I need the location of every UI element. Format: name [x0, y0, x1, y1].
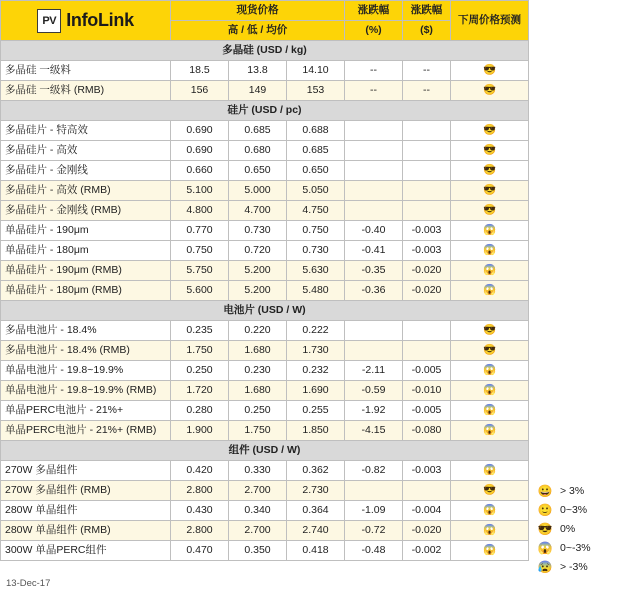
- legend-label: > 3%: [560, 484, 585, 497]
- section-title: 多晶硅 (USD / kg): [1, 41, 529, 61]
- cell-avg: 5.480: [287, 281, 345, 301]
- legend-item: [534, 519, 618, 538]
- forecast-emoji-icon: 😱: [451, 421, 529, 441]
- cell-low: 0.340: [229, 501, 287, 521]
- cell-avg: 2.740: [287, 521, 345, 541]
- cell-change-pct: --: [345, 81, 403, 101]
- cell-change-abs: -0.005: [403, 361, 451, 381]
- row-label: 270W 多晶组件 (RMB): [1, 481, 171, 501]
- table-row: [1, 401, 529, 421]
- cell-change-pct: -0.48: [345, 541, 403, 561]
- row-label: 多晶硅 一级料 (RMB): [1, 81, 171, 101]
- header-change-pct-sub: (%): [345, 21, 403, 41]
- header-forecast: 下周价格预测: [451, 1, 529, 41]
- section-header-row: [1, 301, 529, 321]
- cell-change-abs: [403, 181, 451, 201]
- row-label: 单晶电池片 - 19.8~19.9% (RMB): [1, 381, 171, 401]
- forecast-emoji-icon: 😱: [451, 401, 529, 421]
- cell-avg: 0.232: [287, 361, 345, 381]
- table-row: [1, 221, 529, 241]
- legend: [534, 481, 618, 576]
- cell-change-pct: [345, 341, 403, 361]
- row-label: 280W 单晶组件: [1, 501, 171, 521]
- section-title: 硅片 (USD / pc): [1, 101, 529, 121]
- header-change-pct: 涨跌幅: [345, 1, 403, 21]
- cell-change-abs: -0.010: [403, 381, 451, 401]
- forecast-emoji-icon: 😱: [451, 541, 529, 561]
- cell-avg: 14.10: [287, 61, 345, 81]
- forecast-emoji-icon: 😱: [451, 461, 529, 481]
- row-label: 单晶硅片 - 190μm: [1, 221, 171, 241]
- section-title: 电池片 (USD / W): [1, 301, 529, 321]
- cell-high: 18.5: [171, 61, 229, 81]
- forecast-emoji-icon: 😎: [451, 181, 529, 201]
- cell-change-pct: --: [345, 61, 403, 81]
- table-row: [1, 381, 529, 401]
- cell-change-abs: [403, 161, 451, 181]
- table-row: [1, 321, 529, 341]
- row-label: 单晶硅片 - 180μm (RMB): [1, 281, 171, 301]
- row-label: 多晶硅片 - 高效 (RMB): [1, 181, 171, 201]
- cell-low: 5.000: [229, 181, 287, 201]
- cell-change-pct: [345, 121, 403, 141]
- cell-change-abs: [403, 121, 451, 141]
- cell-low: 2.700: [229, 521, 287, 541]
- cell-avg: 2.730: [287, 481, 345, 501]
- legend-item: [534, 557, 618, 576]
- table-row: [1, 341, 529, 361]
- cell-change-pct: [345, 141, 403, 161]
- row-label: 单晶PERC电池片 - 21%+ (RMB): [1, 421, 171, 441]
- row-label: 多晶硅片 - 金刚线 (RMB): [1, 201, 171, 221]
- cell-change-abs: -0.003: [403, 461, 451, 481]
- table-row: [1, 361, 529, 381]
- cell-high: 0.280: [171, 401, 229, 421]
- cell-low: 0.230: [229, 361, 287, 381]
- legend-emoji-icon: 😰: [537, 559, 553, 574]
- cell-change-abs: -0.004: [403, 501, 451, 521]
- cell-avg: 0.362: [287, 461, 345, 481]
- table-row: [1, 501, 529, 521]
- brand-name: InfoLink: [66, 9, 134, 30]
- row-label: 270W 多晶组件: [1, 461, 171, 481]
- table-row: [1, 81, 529, 101]
- cell-low: 4.700: [229, 201, 287, 221]
- cell-avg: 0.688: [287, 121, 345, 141]
- cell-high: 2.800: [171, 521, 229, 541]
- cell-low: 13.8: [229, 61, 287, 81]
- cell-change-pct: -1.92: [345, 401, 403, 421]
- table-row: [1, 161, 529, 181]
- cell-avg: 5.050: [287, 181, 345, 201]
- cell-change-pct: -0.40: [345, 221, 403, 241]
- cell-high: 1.750: [171, 341, 229, 361]
- table-row: [1, 201, 529, 221]
- row-label: 多晶电池片 - 18.4%: [1, 321, 171, 341]
- cell-low: 0.330: [229, 461, 287, 481]
- cell-change-abs: -0.003: [403, 241, 451, 261]
- legend-emoji-icon: 😀: [537, 483, 553, 498]
- cell-high: 0.690: [171, 121, 229, 141]
- table-row: [1, 141, 529, 161]
- legend-item: [534, 538, 618, 557]
- forecast-emoji-icon: 😎: [451, 121, 529, 141]
- cell-change-abs: --: [403, 61, 451, 81]
- cell-change-pct: [345, 321, 403, 341]
- table-row: [1, 61, 529, 81]
- forecast-emoji-icon: 😱: [451, 241, 529, 261]
- cell-avg: 0.418: [287, 541, 345, 561]
- table-body: [1, 41, 529, 561]
- section-header-row: [1, 441, 529, 461]
- forecast-emoji-icon: 😎: [451, 481, 529, 501]
- forecast-emoji-icon: 😎: [451, 61, 529, 81]
- row-label: 多晶硅片 - 金刚线: [1, 161, 171, 181]
- legend-label: 0~-3%: [560, 541, 591, 554]
- forecast-emoji-icon: 😎: [451, 141, 529, 161]
- forecast-emoji-icon: 😱: [451, 521, 529, 541]
- cell-high: 0.235: [171, 321, 229, 341]
- table-row: [1, 421, 529, 441]
- cell-change-abs: -0.002: [403, 541, 451, 561]
- legend-emoji-icon: 😱: [537, 540, 553, 555]
- forecast-emoji-icon: 😱: [451, 381, 529, 401]
- cell-change-pct: -0.36: [345, 281, 403, 301]
- forecast-emoji-icon: 😎: [451, 321, 529, 341]
- cell-change-abs: [403, 321, 451, 341]
- row-label: 单晶硅片 - 190μm (RMB): [1, 261, 171, 281]
- cell-high: 0.690: [171, 141, 229, 161]
- cell-avg: 153: [287, 81, 345, 101]
- row-label: 多晶硅 一级料: [1, 61, 171, 81]
- cell-low: 1.680: [229, 341, 287, 361]
- cell-change-pct: [345, 201, 403, 221]
- forecast-emoji-icon: 😱: [451, 501, 529, 521]
- cell-change-pct: -0.35: [345, 261, 403, 281]
- cell-high: 1.900: [171, 421, 229, 441]
- cell-avg: 1.730: [287, 341, 345, 361]
- row-label: 多晶硅片 - 特高效: [1, 121, 171, 141]
- cell-low: 0.250: [229, 401, 287, 421]
- cell-high: 0.660: [171, 161, 229, 181]
- table-row: [1, 541, 529, 561]
- row-label: 280W 单晶组件 (RMB): [1, 521, 171, 541]
- cell-high: 5.100: [171, 181, 229, 201]
- cell-change-pct: [345, 481, 403, 501]
- section-header-row: [1, 101, 529, 121]
- cell-high: 0.250: [171, 361, 229, 381]
- cell-avg: 4.750: [287, 201, 345, 221]
- cell-low: 0.730: [229, 221, 287, 241]
- cell-change-abs: [403, 341, 451, 361]
- cell-low: 5.200: [229, 261, 287, 281]
- legend-emoji-icon: 🙂: [537, 502, 553, 517]
- cell-low: 0.680: [229, 141, 287, 161]
- cell-high: 1.720: [171, 381, 229, 401]
- forecast-emoji-icon: 😱: [451, 361, 529, 381]
- row-label: 单晶PERC电池片 - 21%+: [1, 401, 171, 421]
- cell-low: 0.650: [229, 161, 287, 181]
- forecast-emoji-icon: 😱: [451, 221, 529, 241]
- footer-date: 13-Dec-17: [6, 578, 51, 589]
- cell-low: 0.220: [229, 321, 287, 341]
- cell-change-abs: -0.080: [403, 421, 451, 441]
- cell-low: 0.350: [229, 541, 287, 561]
- cell-change-abs: -0.020: [403, 261, 451, 281]
- section-title: 组件 (USD / W): [1, 441, 529, 461]
- cell-high: 5.600: [171, 281, 229, 301]
- cell-change-abs: [403, 481, 451, 501]
- table-header: [1, 1, 529, 41]
- cell-high: 0.430: [171, 501, 229, 521]
- cell-change-pct: [345, 181, 403, 201]
- cell-high: 0.750: [171, 241, 229, 261]
- cell-low: 2.700: [229, 481, 287, 501]
- table-row: [1, 241, 529, 261]
- cell-change-abs: -0.020: [403, 281, 451, 301]
- brand-logo-cell: [1, 1, 171, 41]
- cell-change-pct: -0.72: [345, 521, 403, 541]
- row-label: 多晶硅片 - 高效: [1, 141, 171, 161]
- pv-badge-icon: PV: [37, 9, 61, 33]
- cell-change-abs: -0.020: [403, 521, 451, 541]
- cell-high: 156: [171, 81, 229, 101]
- legend-emoji-icon: 😎: [537, 521, 553, 536]
- cell-low: 1.680: [229, 381, 287, 401]
- cell-high: 0.770: [171, 221, 229, 241]
- forecast-emoji-icon: 😱: [451, 281, 529, 301]
- table-row: [1, 521, 529, 541]
- header-change-abs-sub: ($): [403, 21, 451, 41]
- header-row: [1, 1, 529, 21]
- cell-change-abs: -0.003: [403, 221, 451, 241]
- legend-item: [534, 500, 618, 519]
- cell-avg: 0.364: [287, 501, 345, 521]
- cell-high: 0.420: [171, 461, 229, 481]
- table-row: [1, 461, 529, 481]
- cell-low: 0.685: [229, 121, 287, 141]
- cell-change-abs: -0.005: [403, 401, 451, 421]
- legend-label: 0~3%: [560, 503, 588, 516]
- row-label: 单晶硅片 - 180μm: [1, 241, 171, 261]
- cell-change-pct: -0.82: [345, 461, 403, 481]
- table-row: [1, 481, 529, 501]
- cell-change-pct: -0.59: [345, 381, 403, 401]
- cell-high: 0.470: [171, 541, 229, 561]
- row-label: 单晶电池片 - 19.8~19.9%: [1, 361, 171, 381]
- cell-avg: 1.690: [287, 381, 345, 401]
- row-label: 多晶电池片 - 18.4% (RMB): [1, 341, 171, 361]
- cell-change-abs: --: [403, 81, 451, 101]
- cell-change-pct: -2.11: [345, 361, 403, 381]
- cell-change-pct: [345, 161, 403, 181]
- legend-label: 0%: [560, 522, 576, 535]
- table-row: [1, 121, 529, 141]
- cell-change-pct: -1.09: [345, 501, 403, 521]
- forecast-emoji-icon: 😱: [451, 261, 529, 281]
- section-header-row: [1, 41, 529, 61]
- cell-change-abs: [403, 141, 451, 161]
- cell-avg: 0.685: [287, 141, 345, 161]
- legend-item: [534, 481, 618, 500]
- table-row: [1, 281, 529, 301]
- cell-avg: 5.630: [287, 261, 345, 281]
- forecast-emoji-icon: 😎: [451, 201, 529, 221]
- cell-high: 5.750: [171, 261, 229, 281]
- cell-avg: 0.730: [287, 241, 345, 261]
- cell-avg: 1.850: [287, 421, 345, 441]
- table-row: [1, 181, 529, 201]
- cell-low: 149: [229, 81, 287, 101]
- cell-low: 1.750: [229, 421, 287, 441]
- cell-low: 5.200: [229, 281, 287, 301]
- cell-avg: 0.222: [287, 321, 345, 341]
- cell-high: 4.800: [171, 201, 229, 221]
- row-label: 300W 单晶PERC组件: [1, 541, 171, 561]
- header-change-abs: 涨跌幅: [403, 1, 451, 21]
- forecast-emoji-icon: 😎: [451, 81, 529, 101]
- forecast-emoji-icon: 😎: [451, 341, 529, 361]
- cell-change-pct: -4.15: [345, 421, 403, 441]
- table-row: [1, 261, 529, 281]
- cell-avg: 0.650: [287, 161, 345, 181]
- legend-label: > -3%: [560, 560, 588, 573]
- header-spot-price: 现货价格: [171, 1, 345, 21]
- cell-high: 2.800: [171, 481, 229, 501]
- cell-low: 0.720: [229, 241, 287, 261]
- forecast-emoji-icon: 😎: [451, 161, 529, 181]
- cell-avg: 0.255: [287, 401, 345, 421]
- cell-change-pct: -0.41: [345, 241, 403, 261]
- header-spot-price-sub: 高 / 低 / 均价: [171, 21, 345, 41]
- cell-avg: 0.750: [287, 221, 345, 241]
- cell-change-abs: [403, 201, 451, 221]
